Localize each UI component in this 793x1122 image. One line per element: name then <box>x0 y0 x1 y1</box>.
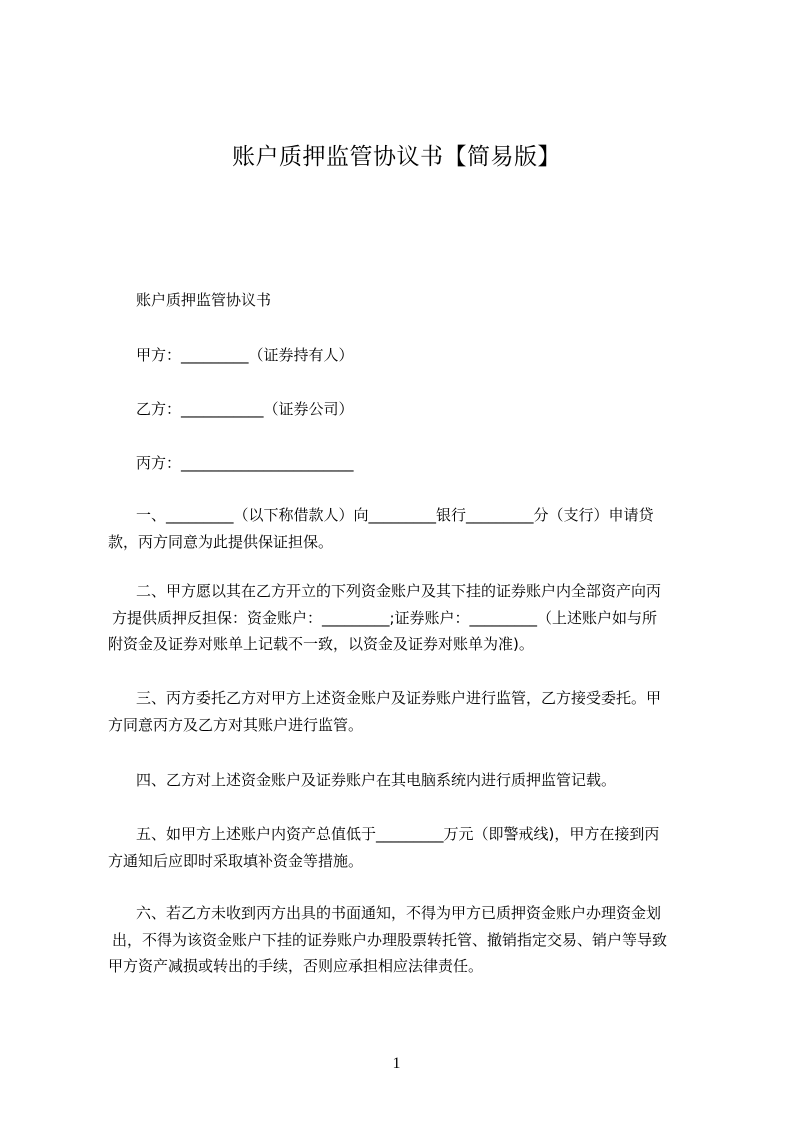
clause-6 <box>108 900 702 980</box>
clause-4-line-1: 四、乙方对上述资金账户及证券账户在其电脑系统内进行质押监管记载。 <box>136 771 617 789</box>
clause-4 <box>134 767 702 794</box>
clause-1-line-1: 一、_________（以下称借款人）向_________银行_________分（支行）申请贷 <box>136 506 654 524</box>
clause-6-line-1: 六、若乙方未收到丙方出具的书面通知，不得为甲方已质押资金账户办理资金划 <box>136 904 662 922</box>
party-a-line: 甲方：_________（证券持有人） <box>136 346 354 364</box>
clause-3-line-2: 方同意丙方及乙方对其账户进行监管。 <box>108 715 364 734</box>
clause-6-line-3: 甲方资产减损或转出的手续，否则应承担相应法律责任。 <box>108 957 484 975</box>
clause-5-line-2: 方通知后应即时采取填补资金等措施。 <box>108 851 364 870</box>
clause-2-line-2: 方提供质押反担保：资金账户：_________;证券账户：_________（上述账户如与所 <box>112 608 658 627</box>
document-subtitle: 账户质押监管协议书 <box>136 291 272 309</box>
clause-3 <box>108 685 702 738</box>
clause-6-line-2: 出，不得为该资金账户下挂的证券账户办理股票转托管、撤销指定交易、销户等导致 <box>112 930 668 949</box>
clause-1 <box>108 502 702 555</box>
clause-3-line-1: 三、丙方委托乙方对甲方上述资金账户及证券账户进行监管，乙方接受委托。甲 <box>136 689 662 707</box>
clause-1-line-2: 款，丙方同意为此提供保证担保。 <box>108 532 334 551</box>
party-c-line: 丙方：_______________________ <box>136 454 354 472</box>
document-title: 账户质押监管协议书【简易版】 <box>232 144 561 170</box>
page-number: 1 <box>392 1055 401 1072</box>
clause-5-line-1: 五、如甲方上述账户内资产总值低于_________万元（即警戒线)，甲方在接到丙 <box>136 825 660 843</box>
clause-2-line-1: 二、甲方愿以其在乙方开立的下列资金账户及其下挂的证券账户内全部资产向丙 <box>136 582 662 600</box>
clause-2-line-3: 附资金及证券对账单上记载不一致，以资金及证券对账单为准)。 <box>108 635 534 653</box>
party-b-line: 乙方：___________（证券公司） <box>136 400 354 418</box>
clause-5 <box>108 821 702 874</box>
clause-2 <box>108 578 702 658</box>
